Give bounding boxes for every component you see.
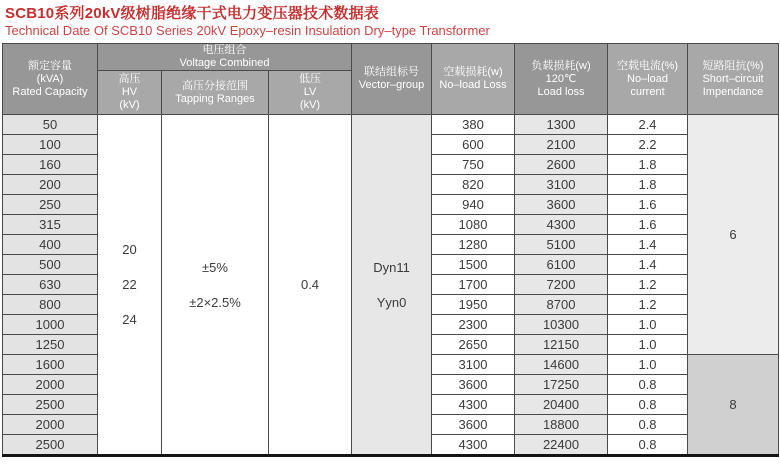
- cell-rated-capacity: 1000: [3, 315, 98, 335]
- cell-rated-capacity: 2500: [3, 395, 98, 415]
- cell-impedance: 8: [688, 355, 779, 456]
- cell-rated-capacity: 1600: [3, 355, 98, 375]
- cell-load-loss: 3100: [515, 175, 608, 195]
- cell-load-loss: 17250: [515, 375, 608, 395]
- cell-no-load-current: 1.0: [608, 315, 688, 335]
- header-load-loss: 负载损耗(w) 120℃ Load loss: [515, 44, 608, 115]
- cell-tapping-range-stack: [162, 260, 268, 310]
- cell-no-load-current: 0.8: [608, 415, 688, 435]
- cell-no-load-loss: 3600: [432, 415, 515, 435]
- cell-no-load-current: 0.8: [608, 395, 688, 415]
- cell-vector-group-line: Yyn0: [376, 294, 407, 310]
- cell-no-load-current: 1.0: [608, 335, 688, 355]
- page-subtitle: Technical Date Of SCB10 Series 20kV Epoxy–resin Insulation Dry–type Transformer: [5, 23, 490, 38]
- cell-no-load-current: 1.4: [608, 255, 688, 275]
- cell-rated-capacity: 2500: [3, 435, 98, 456]
- header-vector-group: 联结组标号 Vector–group: [352, 44, 432, 115]
- page-title: SCB10系列20kV级树脂绝缘干式电力变压器技术数据表: [5, 5, 379, 22]
- cell-load-loss: 3600: [515, 195, 608, 215]
- cell-load-loss: 4300: [515, 215, 608, 235]
- cell-rated-capacity: 400: [3, 235, 98, 255]
- header-rated-capacity: 额定容量 (kVA) Rated Capacity: [3, 44, 98, 115]
- cell-rated-capacity: 630: [3, 275, 98, 295]
- cell-tapping-range: [162, 115, 269, 456]
- cell-no-load-loss: 4300: [432, 435, 515, 456]
- cell-no-load-current: 1.6: [608, 195, 688, 215]
- cell-no-load-loss: 3100: [432, 355, 515, 375]
- cell-no-load-current: 2.4: [608, 115, 688, 135]
- cell-rated-capacity: 100: [3, 135, 98, 155]
- cell-no-load-loss: 1700: [432, 275, 515, 295]
- cell-tapping-range-line: ±5%: [202, 259, 228, 275]
- cell-load-loss: 5100: [515, 235, 608, 255]
- header-tapping-ranges: 高压分接范围 Tapping Ranges: [162, 71, 269, 115]
- cell-no-load-loss: 2650: [432, 335, 515, 355]
- cell-no-load-loss: 2300: [432, 315, 515, 335]
- cell-no-load-loss: 1500: [432, 255, 515, 275]
- header-voltage-combined: 电压组合 Voltage Combined: [98, 44, 352, 71]
- cell-no-load-current: 0.8: [608, 375, 688, 395]
- cell-rated-capacity: 250: [3, 195, 98, 215]
- cell-rated-capacity: 800: [3, 295, 98, 315]
- cell-hv-values-stack: [98, 242, 161, 327]
- cell-no-load-loss: 1080: [432, 215, 515, 235]
- cell-load-loss: 6100: [515, 255, 608, 275]
- header-no-load-loss: 空载损耗(w) No–load Loss: [432, 44, 515, 115]
- cell-no-load-loss: 750: [432, 155, 515, 175]
- cell-no-load-loss: 380: [432, 115, 515, 135]
- cell-load-loss: 7200: [515, 275, 608, 295]
- cell-no-load-loss: 1280: [432, 235, 515, 255]
- cell-load-loss: 10300: [515, 315, 608, 335]
- header-short-circuit-impedance: 短路阻抗(%) Short–circuit Impendance: [688, 44, 779, 115]
- cell-rated-capacity: 200: [3, 175, 98, 195]
- cell-no-load-loss: 3600: [432, 375, 515, 395]
- cell-rated-capacity: 2000: [3, 415, 98, 435]
- cell-no-load-current: 0.8: [608, 435, 688, 456]
- header-hv: 高压 HV (kV): [98, 71, 162, 115]
- cell-no-load-loss: 600: [432, 135, 515, 155]
- cell-load-loss: 18800: [515, 415, 608, 435]
- cell-load-loss: 2100: [515, 135, 608, 155]
- cell-hv-values-line: 22: [122, 277, 137, 292]
- cell-no-load-current: 1.2: [608, 275, 688, 295]
- cell-no-load-current: 1.6: [608, 215, 688, 235]
- cell-tapping-range-line: ±2×2.5%: [189, 294, 241, 310]
- cell-load-loss: 8700: [515, 295, 608, 315]
- cell-no-load-current: 2.2: [608, 135, 688, 155]
- cell-load-loss: 14600: [515, 355, 608, 375]
- cell-vector-group: [352, 115, 432, 456]
- cell-load-loss: 1300: [515, 115, 608, 135]
- cell-no-load-current: 1.0: [608, 355, 688, 375]
- cell-no-load-current: 1.4: [608, 235, 688, 255]
- cell-rated-capacity: 2000: [3, 375, 98, 395]
- header-no-load-current: 空载电流(%) No–load current: [608, 44, 688, 115]
- cell-no-load-loss: 940: [432, 195, 515, 215]
- cell-rated-capacity: 315: [3, 215, 98, 235]
- cell-no-load-loss: 820: [432, 175, 515, 195]
- cell-impedance: 6: [688, 115, 779, 355]
- transformer-spec-table: [2, 43, 779, 457]
- cell-rated-capacity: 1250: [3, 335, 98, 355]
- cell-rated-capacity: 160: [3, 155, 98, 175]
- cell-no-load-current: 1.8: [608, 175, 688, 195]
- cell-load-loss: 20400: [515, 395, 608, 415]
- cell-hv-values-line: 20: [122, 242, 137, 257]
- cell-rated-capacity: 50: [3, 115, 98, 135]
- cell-vector-group-line: Dyn11: [373, 259, 410, 275]
- cell-no-load-loss: 1950: [432, 295, 515, 315]
- cell-vector-group-stack: [352, 260, 431, 310]
- cell-load-loss: 12150: [515, 335, 608, 355]
- header-lv: 低压 LV (kV): [269, 71, 352, 115]
- cell-hv-values: [98, 115, 162, 456]
- spec-table-body: [3, 115, 779, 456]
- cell-hv-values-line: 24: [122, 312, 137, 327]
- cell-rated-capacity: 500: [3, 255, 98, 275]
- cell-no-load-current: 1.2: [608, 295, 688, 315]
- cell-no-load-current: 1.8: [608, 155, 688, 175]
- cell-load-loss: 22400: [515, 435, 608, 456]
- cell-lv-value: 0.4: [269, 115, 352, 456]
- cell-load-loss: 2600: [515, 155, 608, 175]
- cell-no-load-loss: 4300: [432, 395, 515, 415]
- table-row: [3, 115, 779, 135]
